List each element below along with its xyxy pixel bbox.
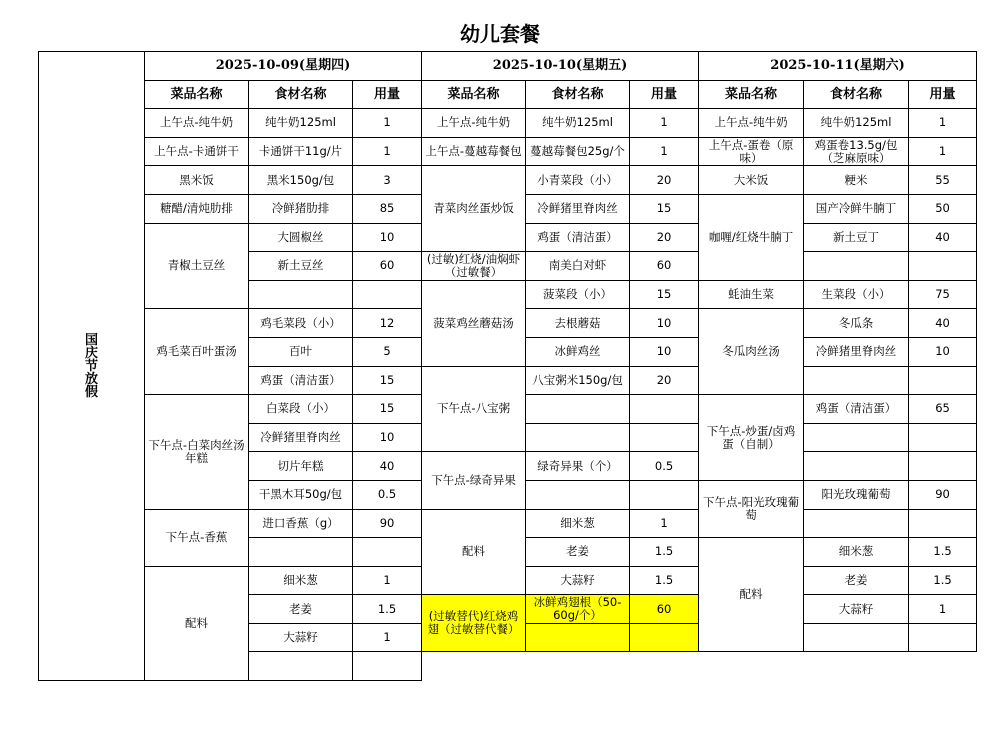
ingredient-qty (630, 623, 699, 652)
ingredient-qty (909, 509, 977, 538)
ingredient-qty: 1 (353, 109, 422, 138)
ingredient-qty: 20 (630, 223, 699, 252)
ingredient-name: 鸡蛋（清洁蛋） (804, 395, 909, 424)
ingredient-qty: 1.5 (630, 566, 699, 595)
dish-name: 上午点-纯牛奶 (145, 109, 249, 138)
ingredient-qty (630, 480, 699, 509)
ingredient-name: 纯牛奶125ml (526, 109, 630, 138)
ingredient-name: 冷鲜猪肋排 (249, 194, 353, 223)
ingredient-qty: 60 (630, 595, 699, 624)
holiday-char: 假 (84, 384, 98, 400)
ingredient-name: 去根蘑菇 (526, 309, 630, 338)
ingredient-qty: 60 (630, 252, 699, 281)
ingredient-name: 生菜段（小） (804, 280, 909, 309)
dish-name: 上午点-蛋卷（原味） (699, 137, 804, 166)
ingredient-qty: 1.5 (909, 566, 977, 595)
day-date: 2025-10-10(星期五) (422, 52, 699, 81)
ingredient-qty (909, 252, 977, 281)
ingredient-qty (630, 395, 699, 424)
ingredient-name: 蔓越莓餐包25g/个 (526, 137, 630, 166)
ingredient-name: 粳米 (804, 166, 909, 195)
ingredient-qty: 40 (909, 223, 977, 252)
ingredient-name: 南美白对虾 (526, 252, 630, 281)
dish-name: 菠菜鸡丝蘑菇汤 (422, 280, 526, 366)
dish-name: 配料 (145, 566, 249, 680)
ingredient-name: 白菜段（小） (249, 395, 353, 424)
ingredient-name: 纯牛奶125ml (804, 109, 909, 138)
ingredient-qty: 1.5 (909, 538, 977, 567)
ingredient-qty (353, 538, 422, 567)
col-header-ingredient: 食材名称 (249, 80, 353, 109)
ingredient-name: 冰鲜鸡丝 (526, 337, 630, 366)
ingredient-qty: 0.5 (630, 452, 699, 481)
ingredient-name (249, 652, 353, 681)
ingredient-name: 切片年糕 (249, 452, 353, 481)
ingredient-name: 干黑木耳50g/包 (249, 480, 353, 509)
ingredient-qty (909, 452, 977, 481)
ingredient-qty: 15 (630, 280, 699, 309)
ingredient-name: 细米葱 (526, 509, 630, 538)
ingredient-qty: 10 (630, 309, 699, 338)
dish-name: 上午点-卡通饼干 (145, 137, 249, 166)
table-row (39, 137, 977, 166)
ingredient-name: 阳光玫瑰葡萄 (804, 480, 909, 509)
page-title: 幼儿套餐 (460, 22, 540, 46)
ingredient-name (804, 623, 909, 652)
dish-name: 上午点-蔓越莓餐包 (422, 137, 526, 166)
ingredient-qty (909, 423, 977, 452)
ingredient-name: 大圆椒丝 (249, 223, 353, 252)
ingredient-name: 国产冷鲜牛腩丁 (804, 194, 909, 223)
ingredient-name (804, 366, 909, 395)
dish-name: 下午点-炒蛋/卤鸡蛋（自制） (699, 395, 804, 481)
ingredient-name (804, 423, 909, 452)
ingredient-qty: 10 (909, 337, 977, 366)
ingredient-name (526, 623, 630, 652)
col-header-dish: 菜品名称 (145, 80, 249, 109)
dish-name: 青椒土豆丝 (145, 223, 249, 309)
ingredient-qty: 1 (630, 109, 699, 138)
ingredient-qty: 90 (353, 509, 422, 538)
ingredient-name: 新土豆丁 (804, 223, 909, 252)
day-date: 2025-10-11(星期六) (699, 52, 977, 81)
table-row (39, 509, 977, 538)
ingredient-qty: 40 (353, 452, 422, 481)
ingredient-qty (909, 623, 977, 652)
ingredient-name: 老姜 (526, 538, 630, 567)
menu-table (38, 51, 977, 681)
table-row (39, 109, 977, 138)
ingredient-name: 鸡蛋（清洁蛋） (249, 366, 353, 395)
dish-name: 大米饭 (699, 166, 804, 195)
ingredient-qty: 55 (909, 166, 977, 195)
ingredient-name: 绿奇异果（个） (526, 452, 630, 481)
ingredient-name: 大蒜籽 (804, 595, 909, 624)
ingredient-qty: 1 (353, 566, 422, 595)
col-header-qty: 用量 (353, 80, 422, 109)
holiday-char: 节 (84, 358, 98, 374)
col-header-ingredient: 食材名称 (526, 80, 630, 109)
ingredient-qty: 1 (630, 137, 699, 166)
col-header-dish: 菜品名称 (699, 80, 804, 109)
ingredient-name: 八宝粥米150g/包 (526, 366, 630, 395)
dish-name: 鸡毛菜百叶蛋汤 (145, 309, 249, 395)
ingredient-qty: 15 (353, 366, 422, 395)
dish-name: 糖醋/清炖肋排 (145, 194, 249, 223)
ingredient-name (804, 452, 909, 481)
dish-name: 下午点-绿奇异果 (422, 452, 526, 509)
ingredient-name: 纯牛奶125ml (249, 109, 353, 138)
ingredient-name: 卡通饼干11g/片 (249, 137, 353, 166)
dish-name: 上午点-纯牛奶 (422, 109, 526, 138)
ingredient-name: 冰鲜鸡翅根（50-60g/个） (526, 595, 630, 624)
ingredient-qty: 1 (909, 595, 977, 624)
ingredient-qty: 0.5 (353, 480, 422, 509)
ingredient-qty: 20 (630, 166, 699, 195)
ingredient-name: 小青菜段（小） (526, 166, 630, 195)
dish-name: (过敏替代)红烧鸡翅（过敏替代餐） (422, 595, 526, 652)
ingredient-qty (353, 652, 422, 681)
ingredient-name (526, 423, 630, 452)
ingredient-name (804, 509, 909, 538)
holiday-char: 庆 (84, 345, 98, 361)
ingredient-qty: 15 (630, 194, 699, 223)
dish-name: 黑米饭 (145, 166, 249, 195)
ingredient-name (804, 252, 909, 281)
ingredient-name (249, 538, 353, 567)
dish-name: 蚝油生菜 (699, 280, 804, 309)
ingredient-qty (353, 280, 422, 309)
dish-name: 下午点-八宝粥 (422, 366, 526, 452)
dish-name: 青菜肉丝蛋炒饭 (422, 166, 526, 252)
dish-name: 下午点-香蕉 (145, 509, 249, 566)
ingredient-name: 大蒜籽 (249, 623, 353, 652)
ingredient-qty: 3 (353, 166, 422, 195)
ingredient-qty: 65 (909, 395, 977, 424)
dish-name: 上午点-纯牛奶 (699, 109, 804, 138)
ingredient-qty: 1 (630, 509, 699, 538)
ingredient-qty: 20 (630, 366, 699, 395)
ingredient-qty: 85 (353, 194, 422, 223)
ingredient-name: 冷鲜猪里脊肉丝 (526, 194, 630, 223)
dish-name: 咖喱/红烧牛腩丁 (699, 194, 804, 280)
col-header-dish: 菜品名称 (422, 80, 526, 109)
holiday-label (39, 52, 145, 681)
ingredient-name: 新土豆丝 (249, 252, 353, 281)
ingredient-qty: 1 (353, 623, 422, 652)
ingredient-name: 细米葱 (804, 538, 909, 567)
dish-name: 下午点-阳光玫瑰葡萄 (699, 480, 804, 537)
ingredient-qty: 1.5 (630, 538, 699, 567)
ingredient-qty: 10 (353, 223, 422, 252)
ingredient-qty: 5 (353, 337, 422, 366)
dish-name: 下午点-白菜肉丝汤年糕 (145, 395, 249, 509)
ingredient-name: 进口香蕉（g） (249, 509, 353, 538)
ingredient-qty: 1 (909, 137, 977, 166)
ingredient-qty: 10 (353, 423, 422, 452)
ingredient-qty: 40 (909, 309, 977, 338)
ingredient-name: 大蒜籽 (526, 566, 630, 595)
ingredient-qty: 1.5 (353, 595, 422, 624)
ingredient-qty: 60 (353, 252, 422, 281)
col-header-qty: 用量 (909, 80, 977, 109)
ingredient-name: 老姜 (804, 566, 909, 595)
ingredient-name: 冷鲜猪里脊肉丝 (804, 337, 909, 366)
ingredient-qty: 1 (909, 109, 977, 138)
dish-name: 冬瓜肉丝汤 (699, 309, 804, 395)
ingredient-qty (630, 423, 699, 452)
dish-name: 配料 (699, 538, 804, 652)
ingredient-name: 鸡蛋卷13.5g/包（芝麻原味） (804, 137, 909, 166)
ingredient-name (526, 395, 630, 424)
ingredient-name: 细米葱 (249, 566, 353, 595)
table-row (39, 166, 977, 195)
ingredient-name (526, 480, 630, 509)
day-date: 2025-10-09(星期四) (145, 52, 422, 81)
ingredient-name: 菠菜段（小） (526, 280, 630, 309)
ingredient-name: 鸡毛菜段（小） (249, 309, 353, 338)
dish-name: (过敏)红烧/油焖虾（过敏餐） (422, 252, 526, 281)
ingredient-qty: 1 (353, 137, 422, 166)
ingredient-qty: 12 (353, 309, 422, 338)
ingredient-name: 老姜 (249, 595, 353, 624)
ingredient-qty: 75 (909, 280, 977, 309)
ingredient-qty: 10 (630, 337, 699, 366)
ingredient-qty (909, 366, 977, 395)
ingredient-qty: 50 (909, 194, 977, 223)
holiday-char: 国 (84, 332, 98, 348)
col-header-qty: 用量 (630, 80, 699, 109)
ingredient-name: 冷鲜猪里脊肉丝 (249, 423, 353, 452)
ingredient-name: 黑米150g/包 (249, 166, 353, 195)
ingredient-name: 鸡蛋（清洁蛋） (526, 223, 630, 252)
dish-name: 配料 (422, 509, 526, 595)
ingredient-qty: 90 (909, 480, 977, 509)
ingredient-name (249, 280, 353, 309)
ingredient-name: 百叶 (249, 337, 353, 366)
holiday-char: 放 (84, 371, 98, 387)
ingredient-name: 冬瓜条 (804, 309, 909, 338)
ingredient-qty: 15 (353, 395, 422, 424)
col-header-ingredient: 食材名称 (804, 80, 909, 109)
